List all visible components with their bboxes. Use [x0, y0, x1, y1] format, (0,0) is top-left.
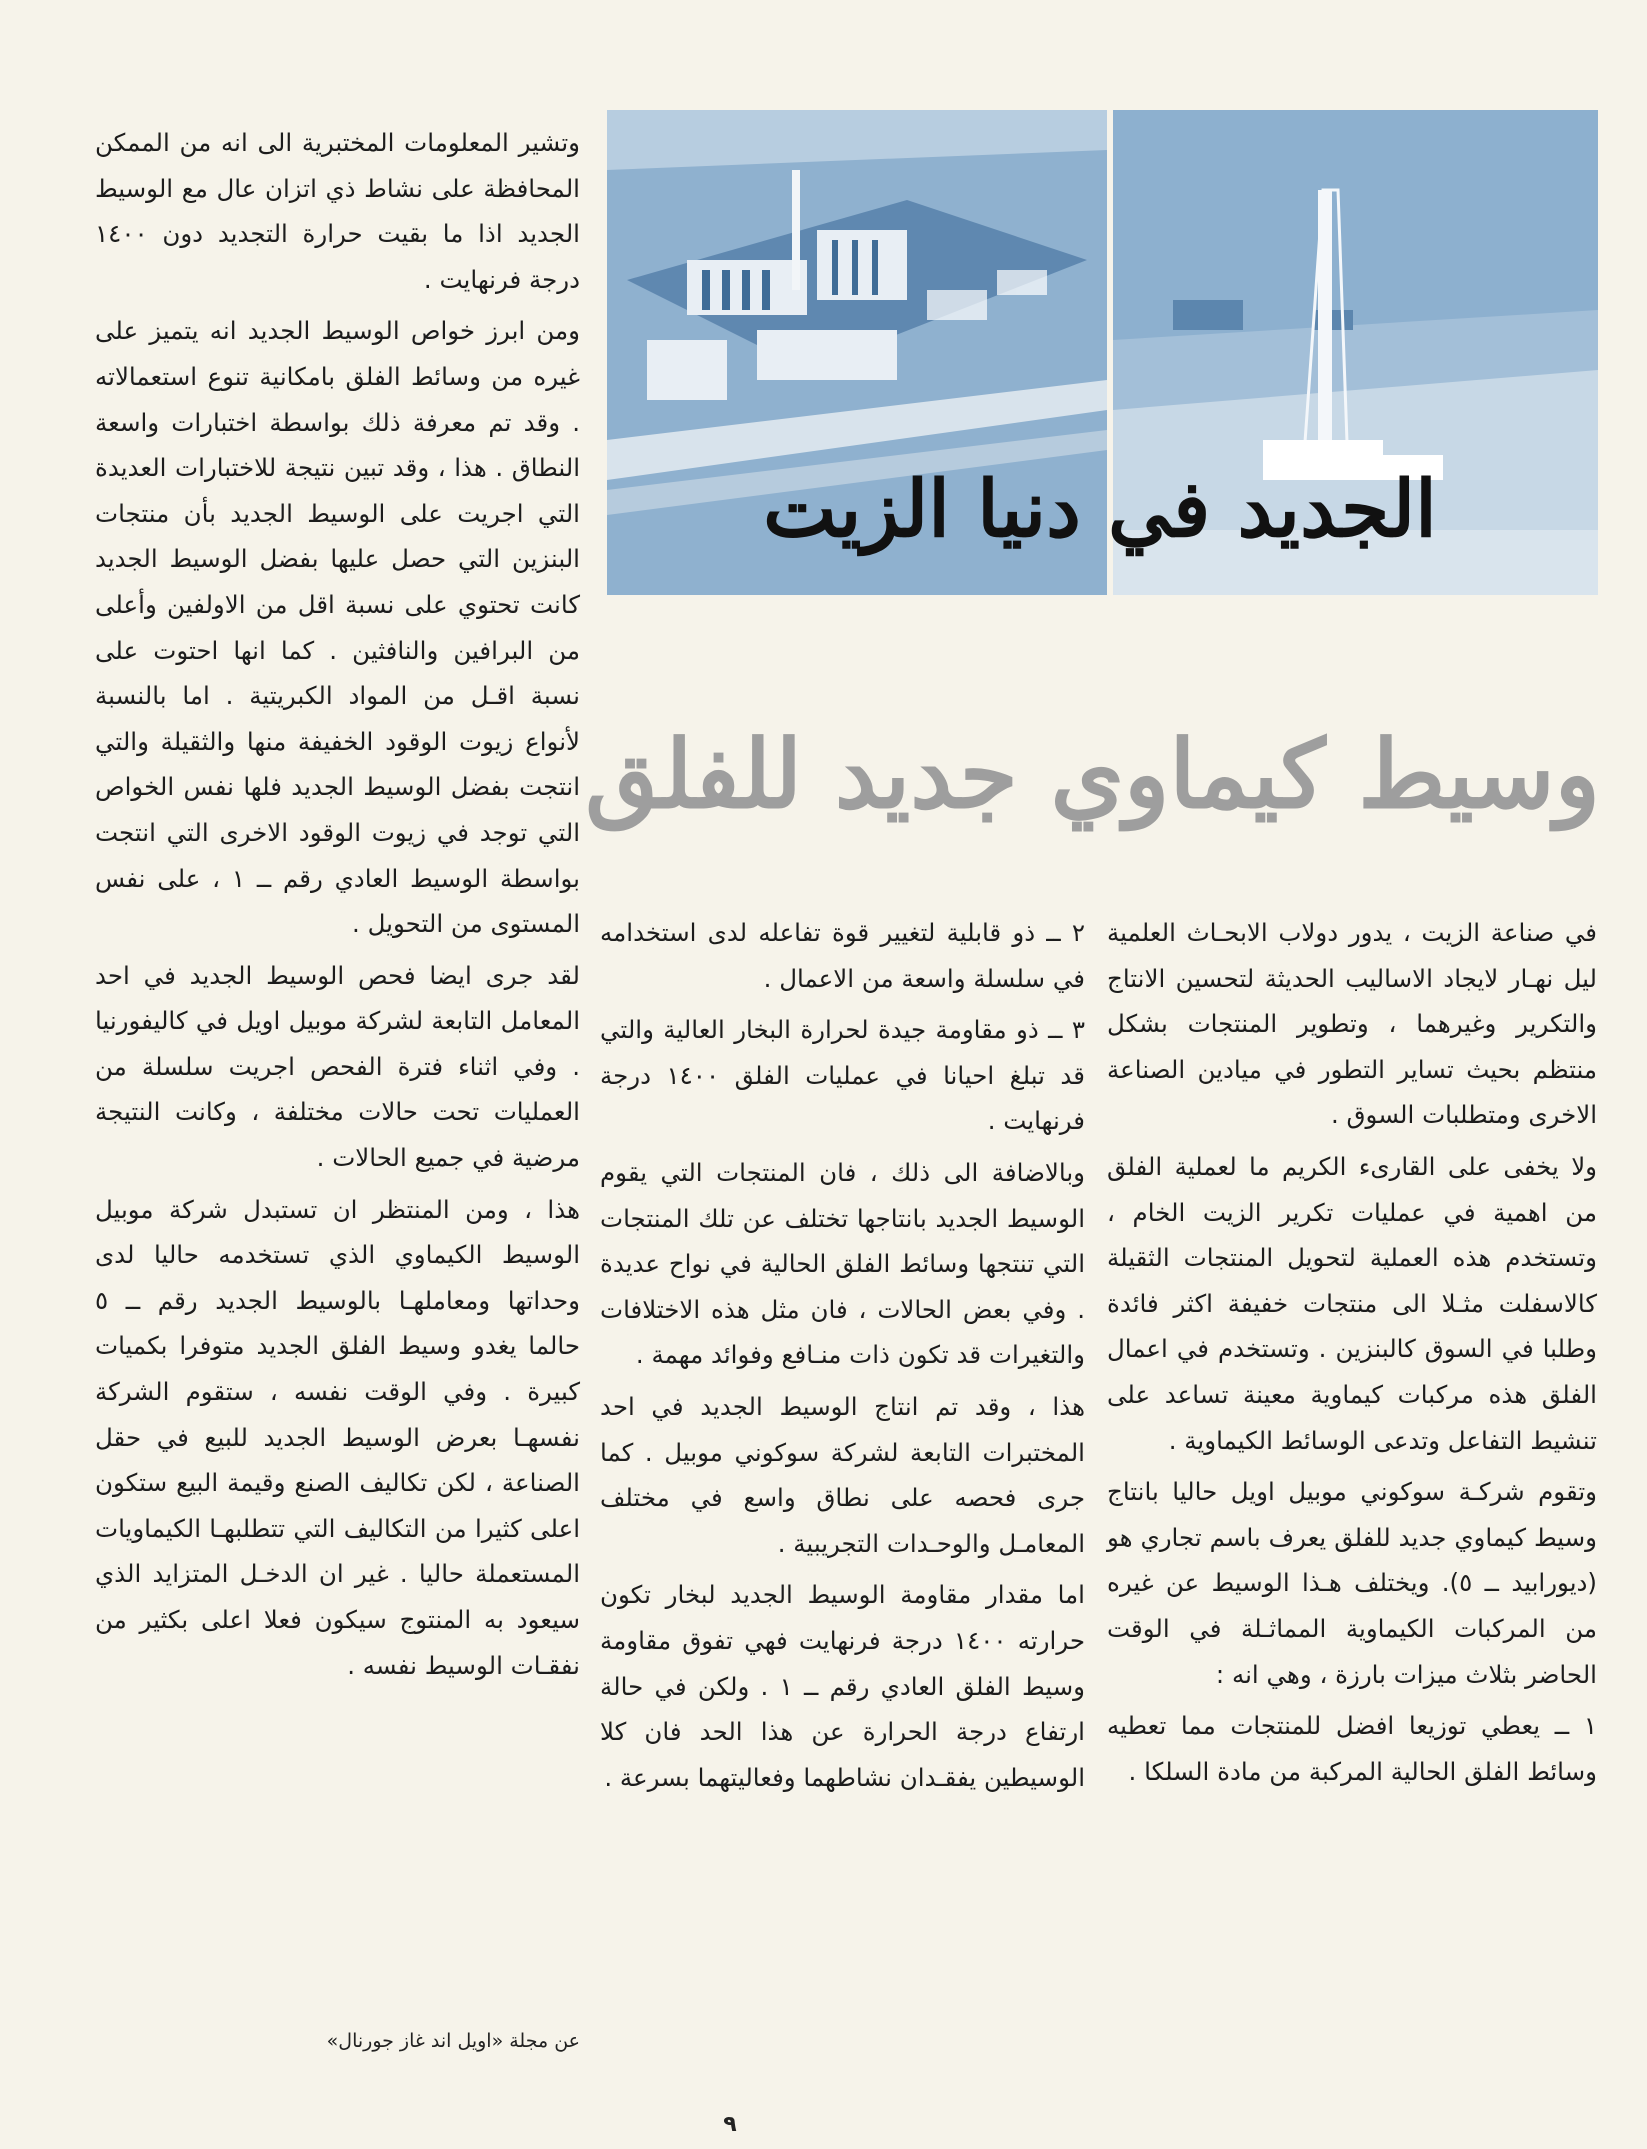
paragraph: ومن ابرز خواص الوسيط الجديد انه يتميز على غيره من وسائط الفلق بامكانية تنوع استعمالاته . وقد تم معرفة ذلك بواسطة اختبارات واسعة النطاق . هذا ، وقد تبين نتيجة للاختبارات العديدة التي اجريت على الوسيط الجديد بأن منتجات البنزين التي حصل عليها بفضل الوسيط الجديد كانت تحتوي على نسبة اقل من الاولفين وأعلى من البرافين والنافثين . كما انها احتوت على نسبة اقـل من المواد الكبريتية . اما بالنسبة لأنواع زيوت الوقود الخفيفة منها والثقيلة والتي انتجت بفضل الوسيط الجديد فلها نفس الخواص التي توجد في زيوت الوقود الاخرى التي انتجت بواسطة الوسيط العادي رقم ــ ١ ، على نفس المستوى من التحويل . — [95, 316, 580, 939]
page-number: ٩ — [723, 2112, 737, 2137]
paragraph: وتشير المعلومات المختبرية الى انه من الممكن المحافظة على نشاط ذي اتزان عال مع الوسيط الجديد اذا ما بقيت حرارة التجديد دون ١٤٠٠ درجة فرنهايت . — [95, 128, 580, 294]
paragraph: هذا ، ومن المنتظر ان تستبدل شركة موبيل الوسيط الكيماوي الذي تستخدمه حاليا لدى وحداتها ومعاملهـا بالوسيط الجديد رقم ــ ٥ حالما يغدو وسيط الفلق الجديد متوفرا بكميات كبيرة . وفي الوقت نفسه ، ستقوم الشركة نفسهـا بعرض الوسيط الجديد للبيع في حقل الصناعة ، لكن تكاليف الصنع وقيمة البيع ستكون اعلى كثيرا من التكاليف التي تتطلبهـا الكيماويات المستعملة حاليا . غير ان الدخـل المتزايد الذي سيعود به المنتوج سيكون فعلا اعلى بكثير من نفقـات الوسيط نفسه . — [95, 1194, 580, 1680]
paragraph: في صناعة الزيت ، يدور دولاب الابحـاث العلمية ليل نهـار لايجاد الاساليب الحديثة لتحسين الانتاج والتكرير وغيرهما ، وتطوير المنتجات بشكل منتظم بحيث تساير التطور في ميادين الصناعة الاخرى ومتطلبات السوق . — [1107, 918, 1597, 1130]
paragraph: هذا ، وقد تم انتاج الوسيط الجديد في احد المختبرات التابعة لشركة سوكوني موبيل . كما جرى فحصه على نطاق واسع في مختلف المعامـل والوحـدات التجريبية . — [600, 1391, 1085, 1558]
text-column-left — [95, 120, 580, 1694]
article-subheadline: وسيط كيماوي جديد للفلق — [585, 720, 1600, 830]
text-column-right — [1107, 910, 1597, 1800]
article-source: عن مجلة «اويل اند غاز جورنال» — [326, 2030, 580, 2052]
paragraph: وتقوم شركـة سوكوني موبيل اويل حاليا بانتاج وسيط كيماوي جديد للفلق يعرف باسم تجاري هو (ديورابيد ــ ٥). ويختلف هـذا الوسيط عن غيره من المركبات الكيماوية المماثـلة في الوقت الحاضر بثلاث ميزات بارزة ، وهي انه : — [1107, 1477, 1597, 1689]
paragraph: اما مقدار مقاومة الوسيط الجديد لبخار تكون حرارته ١٤٠٠ درجة فرنهايت فهي تفوق مقاومة وسيط الفلق العادي رقم ــ ١ . ولكن في حالة ارتفاع درجة الحرارة عن هذا الحد فان كلا الوسيطين يفقـدان نشاطهما وفعاليتهما بسرعة . — [600, 1580, 1085, 1792]
paragraph: لقد جرى ايضا فحص الوسيط الجديد في احد المعامل التابعة لشركة موبيل اويل في كاليفورنيا . وفي اثناء فترة الفحص اجريت سلسلة من العمليات تحت حالات مختلفة ، وكانت النتيجة مرضية في جميع الحالات . — [95, 960, 580, 1173]
paragraph: وبالاضافة الى ذلك ، فان المنتجات التي يقوم الوسيط الجديد بانتاجها تختلف عن تلك المنتجات التي تنتجها وسائط الفلق الحالية في نواح عديدة . وفي بعض الحالات ، فان مثل هذه الاختلافات والتغيرات قد تكون ذات منـافع وفوائد مهمة . — [600, 1157, 1085, 1370]
paragraph: ٢ ــ ذو قابلية لتغيير قوة تفاعله لدى استخدامه في سلسلة واسعة من الاعمال . — [600, 918, 1085, 993]
paragraph: ١ ــ يعطي توزيعا افضل للمنتجات مما تعطيه وسائط الفلق الحالية المركبة من مادة السلكا . — [1107, 1711, 1597, 1786]
article-headline: الجديد في دنيا الزيت — [763, 464, 1437, 555]
paragraph: ٣ ــ ذو مقاومة جيدة لحرارة البخار العالية والتي قد تبلغ احيانا في عمليات الفلق ١٤٠٠ درجة فرنهايت . — [600, 1015, 1086, 1136]
paragraph: ولا يخفى على القارىء الكريم ما لعملية الفلق من اهمية في عمليات تكرير الزيت الخام ، وتستخدم هذه العملية لتحويل المنتجات الثقيلة كالاسفلت مثـلا الى منتجات خفيفة اكثر فائدة وطلبا في السوق كالبنزين . وتستخدم في اعمال الفلق هذه مركبات كيماوية معينة تساعد على تنشيط التفاعل وتدعى الوسائط الكيماوية . — [1107, 1151, 1597, 1455]
text-column-middle — [600, 910, 1085, 1806]
